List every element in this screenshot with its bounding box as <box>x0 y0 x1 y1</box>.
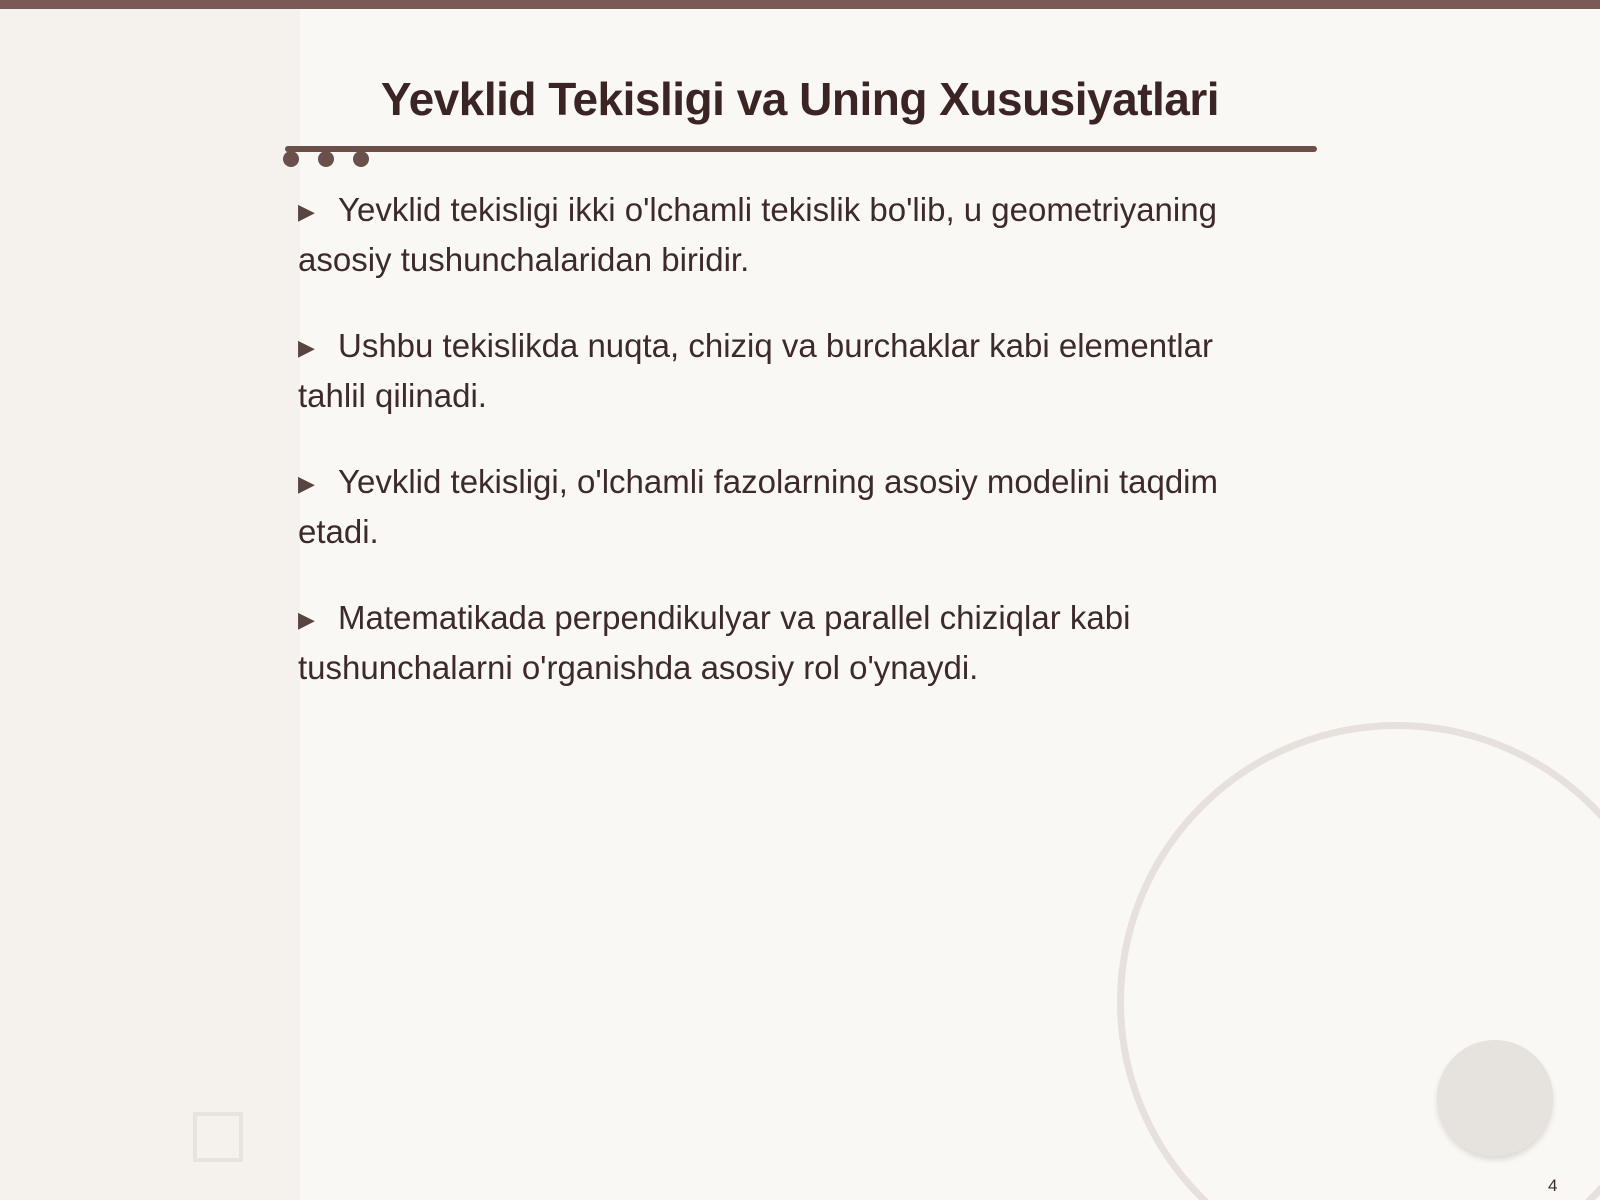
bullet-item <box>298 322 1258 420</box>
bullet-list <box>298 186 1258 730</box>
page-number: 4 <box>1548 1176 1558 1195</box>
decorative-square <box>193 1112 243 1162</box>
bullet-text: Ushbu tekislikda nuqta, chiziq va burchaklar kabi elementlar tahlil qilinadi. <box>298 327 1213 414</box>
decorative-dot-1 <box>283 151 299 167</box>
bullet-item <box>298 186 1258 284</box>
decorative-dot-2 <box>318 151 334 167</box>
bullet-text: Matematikada perpendikulyar va parallel chiziqlar kabi tushunchalarni o'rganishda asosiy rol o'ynaydi. <box>298 599 1131 686</box>
bullet-arrow-icon: ▶ <box>298 199 315 224</box>
decorative-dot-3 <box>353 151 369 167</box>
bullet-text: Yevklid tekisligi ikki o'lchamli tekislik bo'lib, u geometriyaning asosiy tushunchalaridan biridir. <box>298 191 1217 278</box>
decorative-circle <box>1437 1040 1553 1156</box>
bullet-item <box>298 594 1258 692</box>
bullet-text: Yevklid tekisligi, o'lchamli fazolarning asosiy modelini taqdim etadi. <box>298 463 1218 550</box>
bullet-item <box>298 458 1258 556</box>
title-underline <box>285 146 1317 152</box>
slide-title: Yevklid Tekisligi va Uning Xususiyatlari <box>380 73 1220 125</box>
bullet-arrow-icon: ▶ <box>298 335 315 360</box>
bullet-arrow-icon: ▶ <box>298 607 315 632</box>
bullet-arrow-icon: ▶ <box>298 471 315 496</box>
top-accent-bar <box>0 0 1600 9</box>
